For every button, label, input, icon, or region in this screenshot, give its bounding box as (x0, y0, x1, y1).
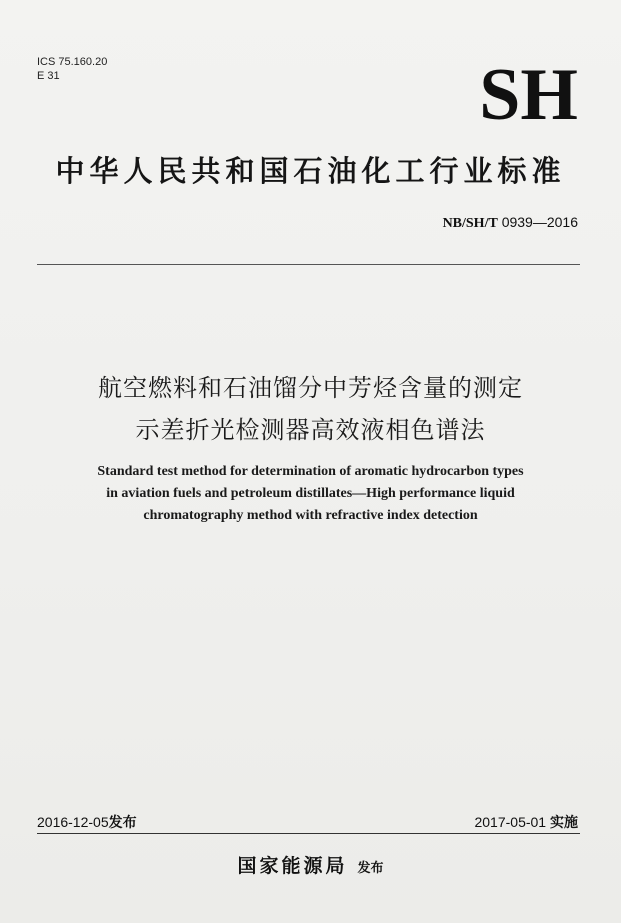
issue-date-label: 发布 (108, 815, 137, 831)
standard-number (443, 214, 578, 232)
industry-standard-title: 中华人民共和国石油化工行业标准 (55, 154, 566, 188)
issue-date (37, 812, 137, 832)
implementation-date-label: 实施 (550, 815, 578, 831)
top-divider (37, 264, 580, 265)
publisher-line (0, 851, 621, 878)
ccs-code: E 31 (37, 70, 60, 82)
publisher-label: 发布 (357, 861, 384, 876)
issue-date-value: 2016-12-05 (37, 814, 109, 830)
implementation-date (474, 812, 578, 832)
standard-number-prefix: NB/SH/T (442, 216, 498, 231)
english-title-line-3: chromatography method with refractive index detection (143, 508, 478, 523)
english-title-line-1: Standard test method for determination of aromatic hydrocarbon types (97, 464, 524, 479)
standard-number-value: 0939—2016 (497, 214, 578, 230)
chinese-title-line-2: 示差折光检测器高效液相色谱法 (135, 416, 486, 444)
bottom-divider (37, 833, 580, 834)
english-title-line-2: in aviation fuels and petroleum distillates—High performance liquid (106, 486, 515, 501)
chinese-title-line-1: 航空燃料和石油馏分中芳烃含量的测定 (98, 374, 523, 402)
classification-codes (37, 55, 107, 83)
implementation-date-value: 2017-05-01 (474, 814, 547, 830)
sh-logo: SH (479, 54, 578, 136)
publisher-organization: 国家能源局 (237, 855, 348, 877)
ics-code: ICS 75.160.20 (37, 56, 108, 68)
